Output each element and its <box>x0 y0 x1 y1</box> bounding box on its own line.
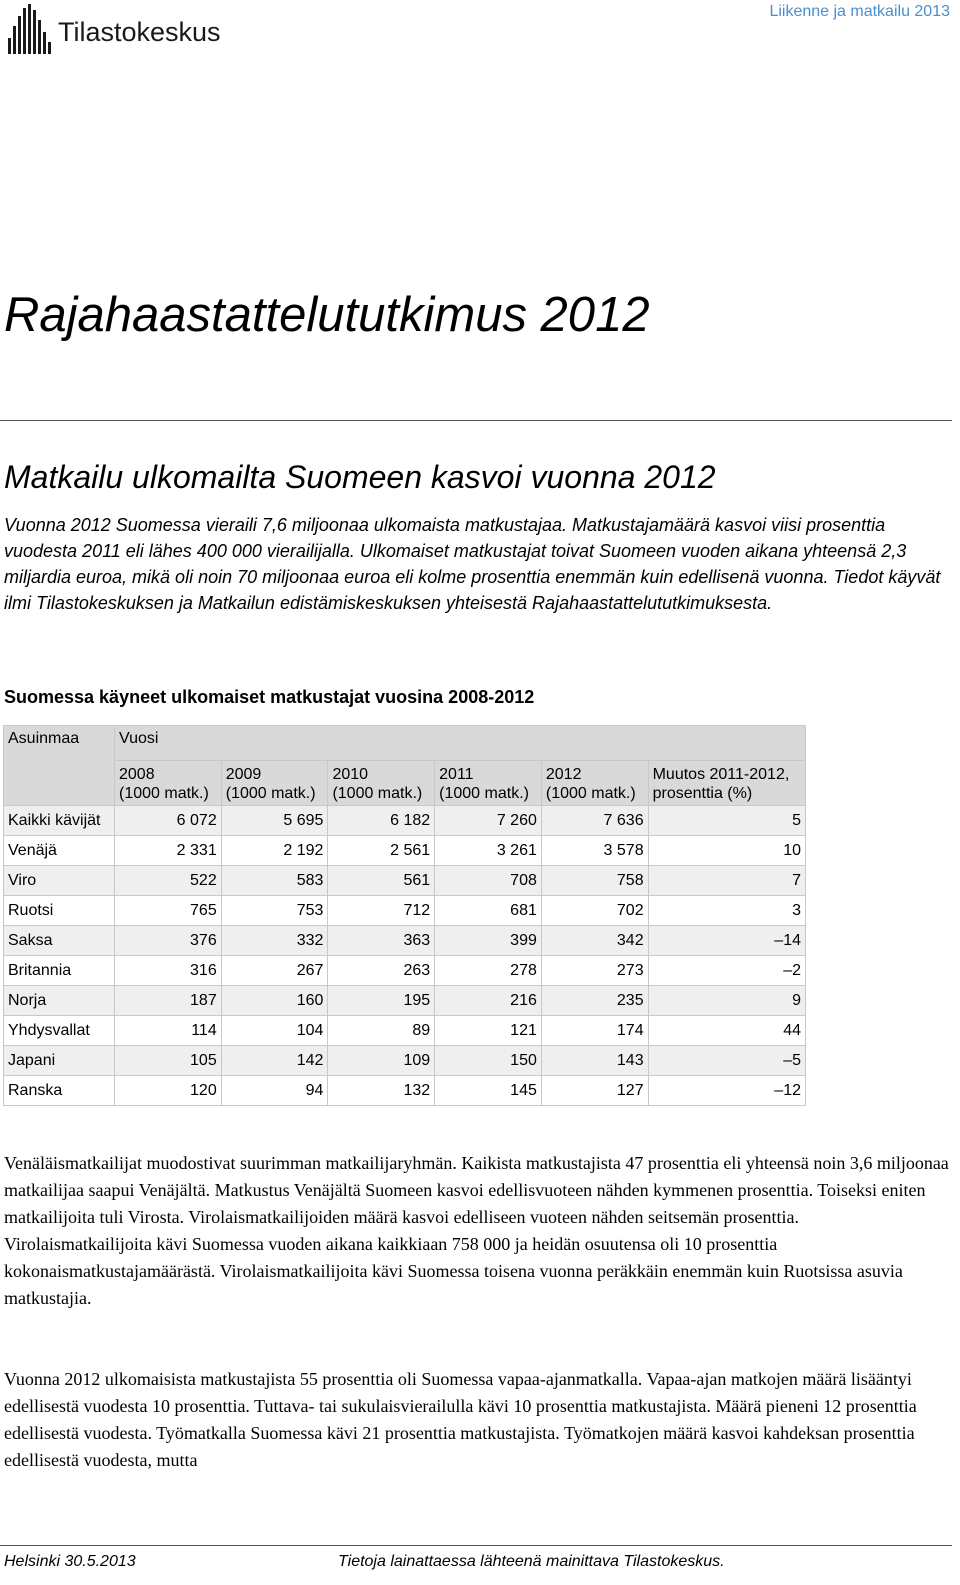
cell-2010: 263 <box>328 956 435 986</box>
cell-2010: 6 182 <box>328 806 435 836</box>
table-row <box>4 866 806 896</box>
cell-change: 10 <box>648 836 805 866</box>
cell-2011: 278 <box>435 956 542 986</box>
cell-2011: 708 <box>435 866 542 896</box>
table-row <box>4 1016 806 1046</box>
cell-country: Ruotsi <box>4 896 115 926</box>
cell-2009: 104 <box>221 1016 328 1046</box>
cell-country: Kaikki kävijät <box>4 806 115 836</box>
title-divider <box>0 420 952 421</box>
cell-2012: 7 636 <box>541 806 648 836</box>
cell-country: Britannia <box>4 956 115 986</box>
cell-2008: 6 072 <box>115 806 222 836</box>
table-row <box>4 956 806 986</box>
footer-place-date: Helsinki 30.5.2013 <box>4 1553 136 1570</box>
cell-2011: 399 <box>435 926 542 956</box>
col-header-2009: 2009 (1000 matk.) <box>221 761 328 806</box>
year-header-row <box>4 761 806 806</box>
cell-2010: 561 <box>328 866 435 896</box>
table-row <box>4 806 806 836</box>
col-header-2011: 2011 (1000 matk.) <box>435 761 542 806</box>
cell-2010: 132 <box>328 1076 435 1106</box>
table-row <box>4 836 806 866</box>
table-row <box>4 896 806 926</box>
table-row <box>4 986 806 1016</box>
table-title: Suomessa käyneet ulkomaiset matkustajat vuosina 2008-2012 <box>4 687 535 707</box>
cell-change: –14 <box>648 926 805 956</box>
cell-2009: 267 <box>221 956 328 986</box>
cell-change: –12 <box>648 1076 805 1106</box>
cell-2010: 2 561 <box>328 836 435 866</box>
cell-2009: 583 <box>221 866 328 896</box>
cell-2010: 195 <box>328 986 435 1016</box>
cell-2011: 121 <box>435 1016 542 1046</box>
cell-2012: 342 <box>541 926 648 956</box>
cell-2011: 216 <box>435 986 542 1016</box>
cell-country: Venäjä <box>4 836 115 866</box>
cell-2010: 712 <box>328 896 435 926</box>
cell-2010: 363 <box>328 926 435 956</box>
series-label: Liikenne ja matkailu 2013 <box>769 3 950 20</box>
body-paragraph-2: Vuonna 2012 ulkomaisista matkustajista 55 prosenttia oli Suomessa vapaa-ajanmatkalla. Vapaa-ajan matkojen määrä lisääntyi edellisestä vuodesta 10 prosenttia. Tuttava- tai sukulaisvierailulla kävi 10 prosenttia matkustajista. Määrä pieneni 12 prosenttia edellisestä vuodesta. Työmatkalla Suomessa kävi 21 prosenttia matkustajista. Työmatkojen määrä kasvoi kahdeksan prosenttia edellisestä vuodesta, mutta <box>4 1369 917 1470</box>
cell-2008: 376 <box>115 926 222 956</box>
cell-2008: 187 <box>115 986 222 1016</box>
cell-2009: 142 <box>221 1046 328 1076</box>
cell-2008: 114 <box>115 1016 222 1046</box>
cell-2011: 7 260 <box>435 806 542 836</box>
cell-2009: 94 <box>221 1076 328 1106</box>
cell-country: Norja <box>4 986 115 1016</box>
cell-change: 9 <box>648 986 805 1016</box>
cell-2012: 127 <box>541 1076 648 1106</box>
visitors-table <box>3 725 806 1106</box>
cell-change: –5 <box>648 1046 805 1076</box>
lead-paragraph: Vuonna 2012 Suomessa vieraili 7,6 miljoonaa ulkomaista matkustajaa. Matkustajamäärä kasvoi viisi prosenttia vuodesta 2011 eli lähes 400 000 vierailijalla. Ulkomaiset matkustajat toivat Suomeen vuoden aikana yhteensä 2,3 miljardia euroa, mikä oli noin 70 miljoonaa euroa eli kolme prosenttia enemmän kuin edellisenä vuonna. Tiedot käyvät ilmi Tilastokeskuksen ja Matkailun edistämiskeskuksen yhteisestä Rajahaastattelututkimuksesta. <box>4 515 941 613</box>
cell-2008: 105 <box>115 1046 222 1076</box>
cell-2010: 89 <box>328 1016 435 1046</box>
table-row <box>4 1076 806 1106</box>
cell-2009: 5 695 <box>221 806 328 836</box>
body-paragraph-1: Venäläismatkailijat muodostivat suurimman matkailijaryhmän. Kaikista matkustajista 47 prosenttia eli yhteensä noin 3,6 miljoonaa matkailijaa saapui Venäjältä. Matkustus Venäjältä Suomeen kasvoi edellisvuoteen nähden kymmenen prosenttia. Toiseksi eniten matkailijoita tuli Virosta. Virolaismatkailijoiden määrä kasvoi edelliseen vuoteen nähden seitsemän prosenttia. Virolaismatkailijoita kävi Suomessa vuoden aikana kaikkiaan 758 000 ja heidän osuutensa oli 10 prosenttia kokonaismatkustajamäärästä. Virolaismatkailijoita kävi Suomessa toisena vuonna peräkkäin enemmän kuin Ruotsissa asuvia matkustajia. <box>4 1153 949 1308</box>
cell-country: Japani <box>4 1046 115 1076</box>
cell-change: 7 <box>648 866 805 896</box>
col-header-2010: 2010 (1000 matk.) <box>328 761 435 806</box>
cell-2009: 332 <box>221 926 328 956</box>
col-header-group: Vuosi <box>115 726 806 761</box>
cell-2008: 120 <box>115 1076 222 1106</box>
cell-2012: 235 <box>541 986 648 1016</box>
cell-2011: 145 <box>435 1076 542 1106</box>
col-header-country: Asuinmaa <box>4 726 115 806</box>
cell-2008: 2 331 <box>115 836 222 866</box>
footer-divider <box>0 1545 952 1546</box>
cell-change: 44 <box>648 1016 805 1046</box>
col-header-change: Muutos 2011-2012, prosenttia (%) <box>648 761 805 806</box>
cell-2010: 109 <box>328 1046 435 1076</box>
cell-country: Saksa <box>4 926 115 956</box>
logo-bars-icon <box>6 4 236 56</box>
cell-2012: 174 <box>541 1016 648 1046</box>
cell-country: Viro <box>4 866 115 896</box>
cell-2009: 2 192 <box>221 836 328 866</box>
cell-change: 5 <box>648 806 805 836</box>
cell-2012: 702 <box>541 896 648 926</box>
cell-change: 3 <box>648 896 805 926</box>
cell-country: Yhdysvallat <box>4 1016 115 1046</box>
cell-country: Ranska <box>4 1076 115 1106</box>
cell-2012: 758 <box>541 866 648 896</box>
article-subtitle: Matkailu ulkomailta Suomeen kasvoi vuonna 2012 <box>4 459 716 495</box>
cell-2012: 3 578 <box>541 836 648 866</box>
cell-2009: 160 <box>221 986 328 1016</box>
page-title: Rajahaastattelututkimus 2012 <box>4 288 650 342</box>
cell-2011: 681 <box>435 896 542 926</box>
tilastokeskus-logo <box>6 4 236 56</box>
cell-2011: 3 261 <box>435 836 542 866</box>
table-row <box>4 1046 806 1076</box>
cell-2011: 150 <box>435 1046 542 1076</box>
cell-2008: 316 <box>115 956 222 986</box>
cell-2008: 765 <box>115 896 222 926</box>
cell-2012: 143 <box>541 1046 648 1076</box>
col-header-2012: 2012 (1000 matk.) <box>541 761 648 806</box>
footer-citation-note: Tietoja lainattaessa lähteenä mainittava Tilastokeskus. <box>338 1553 725 1570</box>
svg-text:Tilastokeskus: Tilastokeskus <box>58 17 221 47</box>
cell-2009: 753 <box>221 896 328 926</box>
table-row <box>4 926 806 956</box>
cell-2008: 522 <box>115 866 222 896</box>
col-header-2008: 2008 (1000 matk.) <box>115 761 222 806</box>
cell-change: –2 <box>648 956 805 986</box>
cell-2012: 273 <box>541 956 648 986</box>
